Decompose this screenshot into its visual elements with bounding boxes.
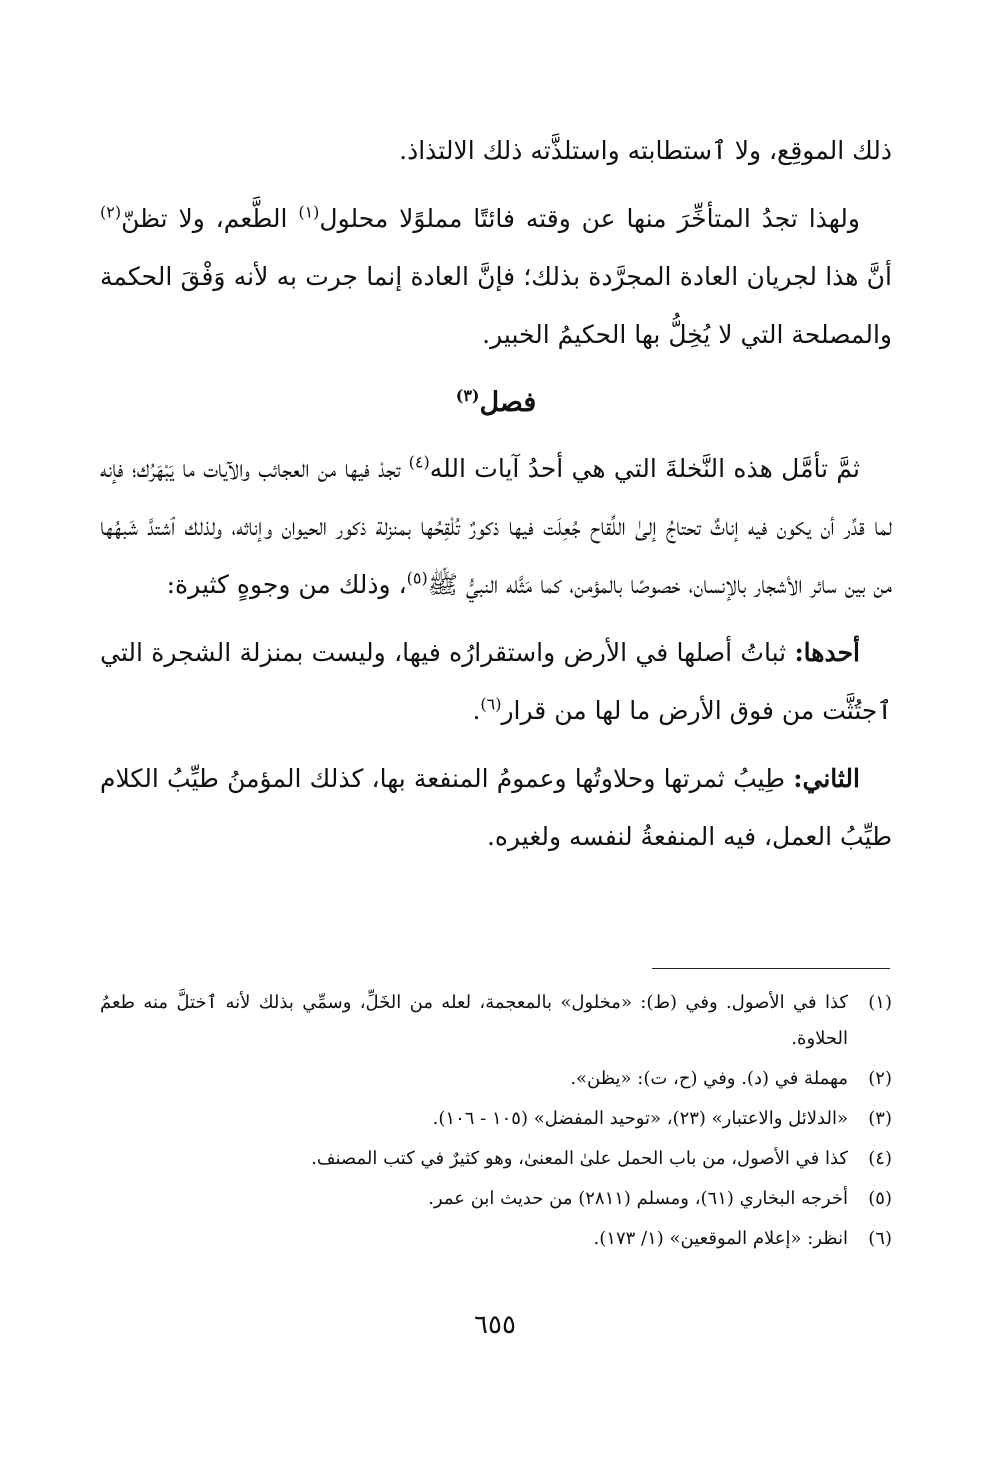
footnote-number: (٤) — [868, 1148, 892, 1169]
paragraph-3-part-1: ثمَّ تأمَّل هذه النَّخلةَ التي هي أحدُ آيات الله — [429, 454, 860, 483]
footnote-number: (٢) — [868, 1068, 892, 1089]
paragraph-4 — [100, 624, 892, 740]
footnote-text: مهملة في (د). وفي (ح، ت): «يظن». — [570, 1068, 848, 1089]
paragraph-2-part-2: الطَّعم، ولا تظنّ — [121, 204, 299, 233]
footnote-number: (١) — [868, 992, 892, 1013]
paragraph-2-part-1: ولهذا تجدُ المتأخِّرَ منها عن وقته فائتًا مملوًلا محلول — [319, 204, 860, 233]
paragraph-2 — [100, 190, 892, 364]
footnote-5 — [100, 1181, 892, 1217]
footnote-ref-6[interactable]: (٦) — [480, 694, 502, 714]
footnote-text: أخرجه البخاري (٦١)، ومسلم (٢٨١١) من حديث ابن عمر. — [428, 1188, 848, 1209]
paragraph-4-lead: أحدها: — [794, 638, 860, 667]
paragraph-2-part-3: أنَّ هذا لجريان العادة المجرَّدة بذلك؛ فإنَّ العادة إنما جرت به لأنه وَفْقَ الحكمة والمصلحة التي لا يُخِلُّ بها الحكيمُ الخبير. — [100, 262, 892, 349]
footnote-4 — [100, 1141, 892, 1177]
footnote-number: (٥) — [868, 1188, 892, 1209]
footnote-6 — [100, 1221, 892, 1257]
footnote-ref-1[interactable]: (١) — [298, 202, 320, 222]
main-text — [100, 122, 892, 876]
footnote-separator — [652, 968, 890, 969]
section-heading-title: فصل — [479, 387, 537, 418]
footnote-ref-2[interactable]: (٢) — [100, 202, 122, 222]
footnote-number: (٣) — [868, 1108, 892, 1129]
paragraph-3-part-2: تجدْ فيها من العجائب والآيات ما يَبْهَرُك؛ فإنه لما قدِّر أن يكون فيه إناثٌ تحتاجُ إلىٰ اللِّقاح جُعِلَت فيها ذكورٌ تُلْقِحُها بمنزلة ذكور الحيوان وإناثه، ولذلك ٱشتدَّ شَبهُها من بين سائر الأشجار بالإنسان، خصوصًا بالمؤمن، كما مَثَّله النبيُّ ﷺ — [100, 454, 892, 599]
footnote-text: انظر: «إعلام الموقعين» (١/ ١٧٣). — [593, 1228, 848, 1249]
paragraph-3 — [100, 440, 892, 614]
footnote-ref-3[interactable]: (٣) — [455, 386, 480, 405]
footnote-3 — [100, 1101, 892, 1137]
footnote-1 — [100, 985, 892, 1057]
footnote-ref-4[interactable]: (٤) — [408, 452, 430, 472]
paragraph-1 — [100, 122, 892, 180]
footnote-ref-5[interactable]: (٥) — [406, 568, 428, 588]
footnote-number: (٦) — [868, 1228, 892, 1249]
section-heading — [100, 374, 892, 432]
footnote-text: «الدلائل والاعتبار» (٢٣)، «توحيد المفضل» (١٠٥ - ١٠٦). — [432, 1108, 848, 1129]
footnote-text: كذا في الأصول، من باب الحمل علىٰ المعنىٰ، وهو كثيرٌ في كتب المصنف. — [311, 1148, 848, 1169]
paragraph-5 — [100, 750, 892, 866]
page-number: ٦٥٥ — [474, 1310, 516, 1340]
paragraph-3-part-3: ، وذلك من وجوهٍ كثيرة: — [166, 570, 407, 599]
paragraph-4-part-1: ثباتُ أصلها في الأرض واستقرارُه فيها، وليست بمنزلة الشجرة التي ٱجتُثَّت من فوق الأرض ما لها من قرار — [100, 638, 892, 725]
paragraph-5-part-1: طِيبُ ثمرتها وحلاوتُها وعمومُ المنفعة بها، كذلك المؤمنُ طيِّبُ الكلام طيِّبُ العمل، فيه المنفعةُ لنفسه ولغيره. — [100, 764, 892, 851]
footnotes — [100, 985, 892, 1261]
paragraph-4-part-2: . — [472, 696, 481, 725]
footnote-2 — [100, 1061, 892, 1097]
footnote-text: كذا في الأصول. وفي (ط): «مخلول» بالمعجمة، لعله من الخَلِّ، وسمِّي بذلك لأنه ٱختلَّ منه طعمُ الحلاوة. — [100, 992, 848, 1049]
paragraph-1-text: ذلك الموقِع، ولا ٱستطابته واستلذَّته ذلك الالتذاذ. — [399, 136, 892, 165]
paragraph-5-lead: الثاني: — [793, 764, 860, 793]
